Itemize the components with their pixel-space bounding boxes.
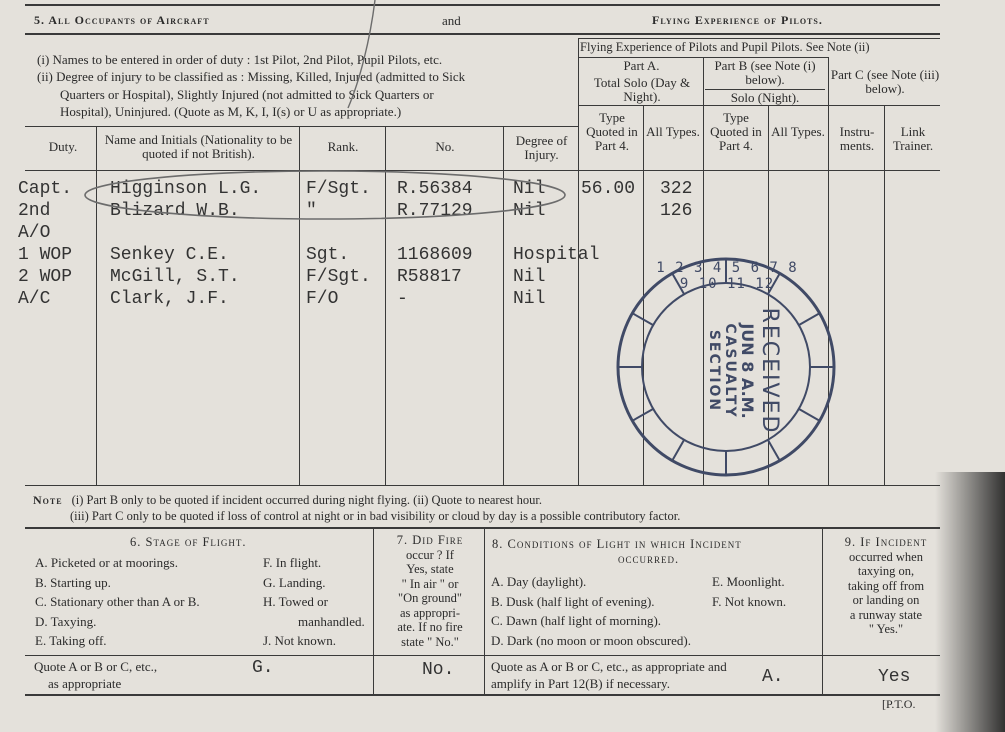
row-6-injury: Nil xyxy=(513,289,546,309)
light-option-f: F. Not known. xyxy=(712,593,787,609)
section-6-quote-label2: as appropriate xyxy=(48,676,122,691)
row-4-injury: Hospital xyxy=(513,245,600,265)
note-b-line2: (iii) Part C only to be quoted if loss of control at night or in bad visibility or cloud by day is a possible contributory factor. xyxy=(70,509,681,523)
section-8-quote-label2: amplify in Part 12(B) if necessary. xyxy=(491,676,670,691)
pencil-stroke xyxy=(330,0,390,110)
row-5-duty: 2 WOP xyxy=(18,267,73,287)
row-4-no: 1168609 xyxy=(397,245,473,265)
part-a-subheader: Total Solo (Day & Night). xyxy=(593,75,691,104)
part-b-subheader: Solo (Night). xyxy=(730,90,800,105)
col-type-a: Type Quoted in Part 4. xyxy=(586,110,638,153)
note-ii-line2: Quarters or Hospital), Slightly Injured (not admitted to Sick Quarters or xyxy=(60,87,434,102)
note-label xyxy=(33,493,542,508)
stage-option-f: F. In flight. xyxy=(263,555,322,570)
col-all-b: All Types. xyxy=(771,124,825,139)
part-b-header: Part B (see Note (i) below). xyxy=(714,58,816,87)
pto-label: [P.T.O. xyxy=(882,697,916,711)
section-6-left-options xyxy=(35,553,200,651)
note-i: (i) Names to be entered in order of duty : 1st Pilot, 2nd Pilot, Pupil Pilots, etc. xyxy=(37,52,443,67)
section-6-quote-label: Quote A or B or C, etc., xyxy=(34,659,158,674)
fire-q-line7: ate. If no fire xyxy=(397,620,463,634)
row-2-name: Blizard W.B. xyxy=(110,201,240,221)
section-7-question xyxy=(380,533,480,649)
col-injury: Degree of Injury. xyxy=(515,133,568,162)
row-5-name: McGill, S.T. xyxy=(110,267,240,287)
stage-option-g: G. Landing. xyxy=(263,574,326,590)
stage-option-h-cont: manhandled. xyxy=(298,613,365,629)
light-option-c: C. Dawn (half light of morning). xyxy=(491,613,662,628)
note-ii-line3: Hospital), Uninjured. (Quote as M, K, I, I(s) or U as appropriate.) xyxy=(60,104,402,119)
row-2-injury: Nil xyxy=(513,201,546,221)
col-type-b: Type Quoted in Part 4. xyxy=(710,110,762,153)
row-5-injury: Nil xyxy=(513,267,546,287)
section-9-answer: Yes xyxy=(878,667,911,687)
note-title: Note xyxy=(33,493,63,507)
section-8-right-options xyxy=(712,572,786,611)
row-5-no: R58817 xyxy=(397,267,462,287)
row-5-rank: F/Sgt. xyxy=(306,267,371,287)
row-3-duty: A/O xyxy=(18,223,51,243)
stage-option-h: H. Towed or xyxy=(263,594,328,609)
row-1-name: Higginson L.G. xyxy=(110,179,262,199)
row-6-no: - xyxy=(397,289,408,309)
section-5-title: 5. All Occupants of Aircraft xyxy=(34,13,210,27)
section-8-title2: occurred. xyxy=(618,552,680,566)
section-8-quote-label: Quote as A or B or C, etc., as appropriate and xyxy=(491,659,727,674)
row-2-rank: " xyxy=(306,201,317,221)
runway-q-line5: or landing on xyxy=(852,593,920,607)
stage-option-e: E. Taking off. xyxy=(35,633,107,648)
section-9-question xyxy=(832,535,940,637)
light-option-a: A. Day (daylight). xyxy=(491,574,587,589)
section-8-left-options xyxy=(491,572,691,650)
col-instruments: Instru-ments. xyxy=(839,124,875,153)
flying-experience-title: Flying Experience of Pilots. xyxy=(652,13,823,27)
stage-option-a: A. Picketed or at moorings. xyxy=(35,555,178,570)
section-8-answer: A. xyxy=(762,667,784,687)
row-2-duty: 2nd xyxy=(18,201,51,221)
section-6-title: 6. Stage of Flight. xyxy=(130,535,247,549)
row-1-rank: F/Sgt. xyxy=(306,179,371,199)
part-a-header: Part A. xyxy=(623,58,660,73)
flying-experience-header: Flying Experience of Pilots and Pupil Pilots. See Note (ii) xyxy=(580,40,870,54)
fire-q-line8: state " No." xyxy=(401,634,459,649)
runway-q-line2: occurred when xyxy=(849,549,923,564)
fire-q-line6: as appropri- xyxy=(399,605,461,620)
note-ii-line1: (ii) Degree of injury to be classified as : Missing, Killed, Injured (admitted to Sick xyxy=(37,69,466,84)
section-8-title: 8. Conditions of Light in which Incident xyxy=(492,537,742,551)
stamp-section: SECTION xyxy=(706,329,722,413)
light-option-d: D. Dark (no moon or moon obscured). xyxy=(491,632,692,648)
row-2-all-a: 126 xyxy=(660,201,693,221)
section-7-answer: No. xyxy=(422,660,455,680)
runway-q-line6: a runway state xyxy=(849,607,923,622)
section-6-right-options xyxy=(263,553,365,651)
stage-option-j: J. Not known. xyxy=(263,633,336,648)
row-6-rank: F/O xyxy=(306,289,339,309)
row-1-injury: Nil xyxy=(513,179,546,199)
row-4-name: Senkey C.E. xyxy=(110,245,229,265)
fire-q-line3: Yes, state xyxy=(406,562,454,576)
pencil-circle-annotation xyxy=(75,165,575,225)
row-2-no: R.77129 xyxy=(397,201,473,221)
row-1-all-a: 322 xyxy=(660,179,693,199)
stamp-hour-numbers: 1 2 3 4 5 6 7 8 9 10 11 12 xyxy=(656,260,798,292)
section-6-answer: G. xyxy=(252,658,274,678)
col-all-a: All Types. xyxy=(646,124,700,139)
col-number: No. xyxy=(435,139,455,154)
stamp-date: JUN 8 A.M. xyxy=(738,323,757,419)
fire-q-line1: 7. Did Fire xyxy=(396,533,464,547)
runway-q-line7: " Yes." xyxy=(868,622,904,636)
stage-option-d: D. Taxying. xyxy=(35,613,97,629)
col-duty: Duty. xyxy=(48,139,78,154)
row-1-no: R.56384 xyxy=(397,179,473,199)
section-5-and: and xyxy=(442,13,461,28)
row-4-rank: Sgt. xyxy=(306,245,350,265)
runway-q-line4: taking off from xyxy=(847,578,925,593)
part-c-header: Part C (see Note (iii) below). xyxy=(830,67,940,96)
row-4-duty: 1 WOP xyxy=(18,245,73,265)
stage-option-b: B. Starting up. xyxy=(35,574,111,590)
stage-option-c: C. Stationary other than A or B. xyxy=(35,594,200,609)
light-option-b: B. Dusk (half light of evening). xyxy=(491,593,655,609)
runway-q-line3: taxying on, xyxy=(857,564,915,578)
row-1-duty: Capt. xyxy=(18,179,73,199)
received-stamp xyxy=(612,256,840,478)
stamp-received: RECEIVED xyxy=(757,307,782,435)
row-1-type-a: 56.00 xyxy=(581,179,636,199)
stamp-casualty: CASUALTY xyxy=(722,323,738,419)
col-name: Name and Initials (Nationality to be quoted if not British). xyxy=(104,132,293,161)
row-6-duty: A/C xyxy=(18,289,51,309)
col-link-trainer: Link Trainer. xyxy=(892,124,934,153)
light-option-e: E. Moonlight. xyxy=(712,574,785,589)
fire-q-line4: " In air " or xyxy=(401,576,459,591)
runway-q-line1: 9. If Incident xyxy=(844,535,928,549)
fire-q-line2: occur ? If xyxy=(406,547,454,562)
fire-q-line5: "On ground" xyxy=(397,591,463,605)
row-6-name: Clark, J.F. xyxy=(110,289,229,309)
col-rank: Rank. xyxy=(327,139,359,154)
note-b-line1: (i) Part B only to be quoted if incident occurred during night flying. (ii) Quote to nearest hour. xyxy=(71,493,542,507)
torn-edge-shadow xyxy=(935,472,1005,732)
